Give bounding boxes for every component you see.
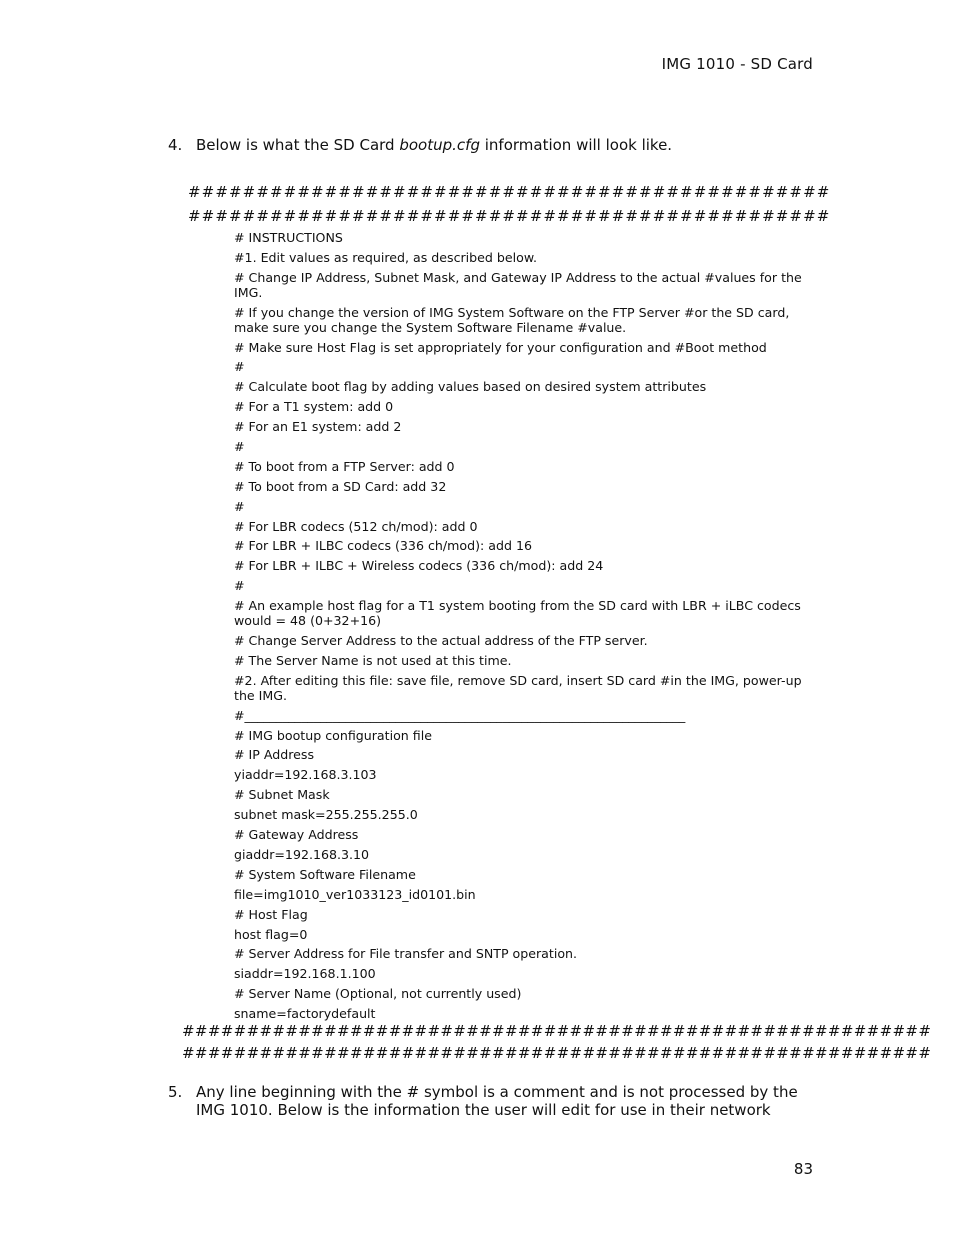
config-file-listing [234,230,812,1021]
config-line: # Subnet Mask [234,787,330,803]
config-line: # Calculate boot flag by adding values based on desired system attributes [234,379,707,395]
config-line: # The Server Name is not used at this time. [234,652,512,668]
config-line: # Change IP Address, Subnet Mask, and Gateway IP Address to the actual #values for the IMG. [234,269,802,300]
page-number: 83 [793,1160,813,1178]
config-line: yiaddr=192.168.3.103 [234,767,377,783]
step-5-text: Any line beginning with the # symbol is a comment and is not processed by the IMG 1010. Below is the information the user will edit for use in their network [196,1083,798,1119]
config-line: # To boot from a SD Card: add 32 [234,478,447,494]
config-line: # For a T1 system: add 0 [234,399,394,415]
step-4-text-before: Below is what the SD Card [196,136,400,154]
config-line: siaddr=192.168.1.100 [234,966,376,982]
config-line: file=img1010_ver1033123_id0101.bin [234,886,476,902]
step-4-text-after: information will look like. [479,136,673,154]
config-line: # [234,359,245,375]
running-header: IMG 1010 - SD Card [661,55,813,73]
step-5 [168,1083,808,1119]
config-line: #2. After editing this file: save file, remove SD card, insert SD card #in the IMG, power-up the IMG. [234,672,802,703]
config-line: # If you change the version of IMG System Software on the FTP Server #or the SD card, make sure you change the System Software Filename #value. [234,304,790,335]
config-line: # [234,498,245,514]
config-line: # For an E1 system: add 2 [234,419,402,435]
config-line: # Server Name (Optional, not currently used) [234,986,522,1002]
config-line: # Make sure Host Flag is set appropriately for your configuration and #Boot method [234,339,767,355]
config-line: # INSTRUCTIONS [234,230,343,245]
config-line: subnet mask=255.255.255.0 [234,807,418,823]
config-line: # IMG bootup configuration file [234,727,432,743]
config-line: # For LBR + ILBC + Wireless codecs (336 ch/mod): add 24 [234,558,604,574]
step-4 [168,136,808,154]
config-line: # For LBR + ILBC codecs (336 ch/mod): add 16 [234,538,532,554]
config-line: # For LBR codecs (512 ch/mod): add 0 [234,518,478,534]
filename-italic: bootup.cfg [399,136,480,154]
config-line: # IP Address [234,747,315,763]
config-line: #1. Edit values as required, as described below. [234,249,537,265]
step-4-number: 4. [168,136,183,154]
hash-separator-top-2: ############################################### [188,207,831,225]
hash-separator-bottom-2: ########################################################## [182,1044,932,1062]
config-line: # To boot from a FTP Server: add 0 [234,458,455,474]
hash-separator-bottom-1: ########################################################## [182,1022,932,1040]
config-line: #______________________________________________________________________ [234,707,686,723]
config-line: # An example host flag for a T1 system booting from the SD card with LBR + iLBC codecs would = 48 (0+32+16) [234,598,801,629]
config-line: # [234,439,245,455]
config-line: # [234,578,245,594]
config-line: # Change Server Address to the actual address of the FTP server. [234,633,648,649]
config-line: giaddr=192.168.3.10 [234,846,370,862]
hash-separator-top-1: ############################################### [188,183,831,201]
step-4-text [196,136,808,154]
config-line: # System Software Filename [234,866,416,882]
config-line: # Host Flag [234,906,308,922]
config-line: # Server Address for File transfer and SNTP operation. [234,946,578,962]
step-5-number: 5. [168,1083,183,1101]
config-line: # Gateway Address [234,827,359,843]
config-line: host flag=0 [234,926,308,942]
config-line: sname=factorydefault [234,1006,376,1022]
